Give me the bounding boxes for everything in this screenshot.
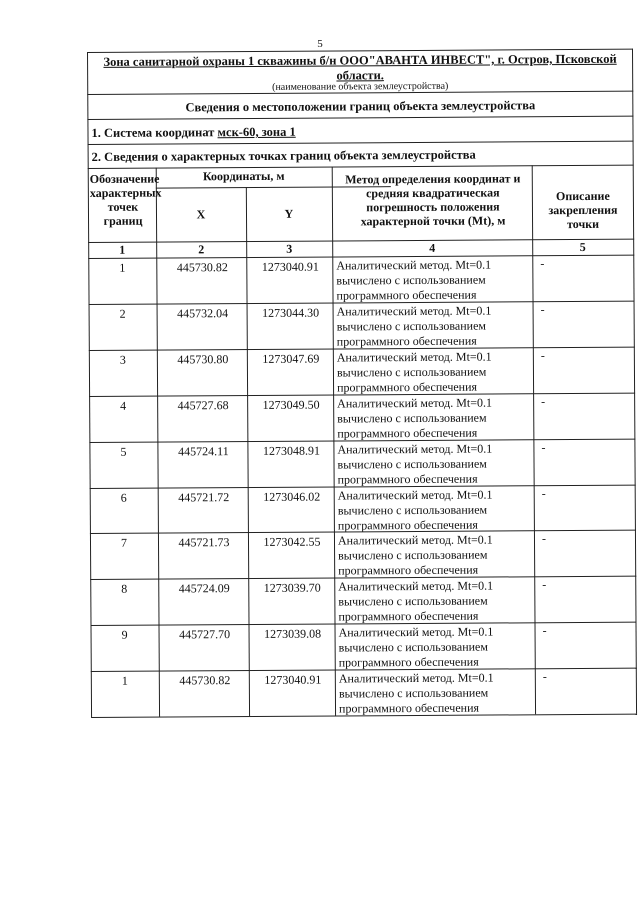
method-text-line: программного обеспечения — [338, 608, 479, 624]
coord-y: 1273049.50 — [262, 397, 320, 412]
coord-x: 445730.82 — [176, 260, 228, 275]
method-text-line: вычислено с использованием — [338, 685, 489, 701]
method-text-line: вычислено с использованием — [337, 456, 487, 472]
coord-system-line — [91, 125, 295, 141]
method-text-line: вычислено с использованием — [336, 272, 486, 288]
header-x: X — [196, 207, 206, 222]
method-text-line: вычислено с использованием — [337, 410, 487, 426]
header-description: Описание закрепления точки — [548, 188, 618, 232]
coord-x: 445727.68 — [177, 398, 229, 413]
coord-system-label: 1. Система координат — [91, 125, 218, 140]
point-fixing-description: - — [541, 440, 546, 455]
colnum-2: 2 — [198, 242, 205, 257]
coord-y: 1273039.70 — [263, 580, 321, 595]
coord-y: 1273042.55 — [263, 534, 321, 549]
object-title-line2: области. — [336, 68, 384, 83]
header-y: Y — [284, 206, 294, 221]
point-designation: 9 — [121, 627, 128, 642]
point-fixing-description: - — [542, 577, 547, 592]
coord-y: 1273040.91 — [261, 259, 319, 274]
document-sheet — [87, 49, 637, 717]
method-text-line: Аналитический метод. Mt=0.1 — [338, 624, 494, 640]
header-method: Метод определения координат и средняя квадратическая погрешность положения характерной точки (Mt), м — [345, 171, 521, 229]
method-text-line: Аналитический метод. Mt=0.1 — [337, 487, 493, 503]
method-text-line: вычислено с использованием — [338, 593, 488, 609]
coord-x: 445724.11 — [178, 444, 229, 459]
point-fixing-description: - — [540, 348, 545, 363]
colnum-4: 4 — [429, 240, 436, 255]
coord-x: 445721.72 — [178, 490, 230, 505]
points-heading: 2. Сведения о характерных точках границ объекта землеустройства — [91, 147, 476, 164]
coord-x: 445730.82 — [179, 673, 231, 688]
method-text-line: Аналитический метод. Mt=0.1 — [336, 349, 492, 365]
rule-coord-bottom — [88, 141, 634, 145]
method-text-line: программного обеспечения — [336, 287, 477, 303]
colnum-5: 5 — [579, 239, 586, 254]
point-designation: 5 — [120, 444, 127, 459]
coord-x: 445724.09 — [178, 581, 230, 596]
method-text-line: вычислено с использованием — [337, 502, 488, 518]
method-text-line: программного обеспечения — [337, 379, 478, 395]
method-text-line: программного обеспечения — [337, 517, 478, 533]
method-text-line: программного обеспечения — [338, 654, 479, 670]
method-text-line: программного обеспечения — [337, 425, 478, 441]
colnum-1: 1 — [119, 242, 126, 257]
point-fixing-description: - — [541, 394, 546, 409]
method-text-line: Аналитический метод. Mt=0.1 — [336, 257, 492, 273]
method-text-line: Аналитический метод. Mt=0.1 — [338, 578, 494, 594]
page-number: 5 — [317, 38, 323, 50]
method-text-line: Аналитический метод. Mt=0.1 — [337, 441, 493, 457]
method-text-line: программного обеспечения — [337, 471, 478, 487]
header-coordinates: Координаты, м — [202, 168, 285, 184]
coord-x: 445727.70 — [179, 627, 231, 642]
coord-x: 445721.73 — [178, 535, 230, 550]
coord-system-value: мск-60, зона 1 — [217, 124, 296, 140]
point-designation: 3 — [119, 352, 126, 367]
method-text-line: вычислено с использованием — [338, 639, 489, 655]
rule-section-bottom — [87, 116, 633, 120]
coord-y: 1273048.91 — [262, 443, 320, 458]
colnum-3: 3 — [286, 241, 293, 256]
point-fixing-description: - — [542, 623, 547, 638]
method-text-line: вычислено с использованием — [338, 547, 488, 563]
point-designation: 1 — [121, 673, 128, 688]
point-fixing-description: - — [541, 531, 547, 546]
coord-x: 445732.04 — [177, 306, 229, 321]
coord-y: 1273046.02 — [263, 489, 321, 504]
method-text-line: вычислено с использованием — [336, 318, 487, 334]
coord-x: 445730.80 — [177, 352, 229, 367]
method-text-line: Аналитический метод. Mt=0.1 — [337, 532, 493, 548]
coord-y: 1273044.30 — [262, 305, 320, 320]
method-text-line: программного обеспечения — [338, 700, 480, 716]
point-fixing-description: - — [542, 669, 547, 684]
header-designation: Обозначение характерных точек границ — [89, 171, 162, 228]
point-designation: 2 — [119, 306, 126, 321]
point-designation: 6 — [120, 490, 127, 505]
point-designation: 4 — [120, 398, 127, 413]
coord-y: 1273040.91 — [264, 672, 322, 687]
point-fixing-description: - — [540, 256, 545, 271]
point-fixing-description: - — [541, 486, 546, 501]
method-text-line: Аналитический метод. Mt=0.1 — [336, 303, 492, 319]
method-text-line: программного обеспечения — [338, 562, 479, 578]
coord-y: 1273047.69 — [262, 351, 320, 366]
coord-y: 1273039.08 — [264, 626, 322, 641]
section-heading: Сведения о местоположении границ объекта землеустройства — [185, 98, 536, 115]
point-designation: 7 — [120, 535, 128, 550]
object-caption: (наименование объекта землеустройства) — [272, 80, 449, 93]
object-title-line1: Зона санитарной охраны 1 скважины б/н ООО"АВАНТА ИНВЕСТ", г. Остров, Псковской — [103, 51, 617, 69]
rule-points-bottom — [88, 165, 634, 169]
point-fixing-description: - — [540, 302, 545, 317]
point-designation: 8 — [121, 581, 128, 596]
frame-right — [632, 49, 637, 714]
method-text-line: Аналитический метод. Mt=0.1 — [338, 670, 494, 686]
method-text-line: Аналитический метод. Mt=0.1 — [337, 395, 492, 411]
method-text-line: вычислено с использованием — [336, 364, 487, 380]
method-text-line: программного обеспечения — [336, 333, 477, 349]
point-designation: 1 — [119, 260, 126, 275]
